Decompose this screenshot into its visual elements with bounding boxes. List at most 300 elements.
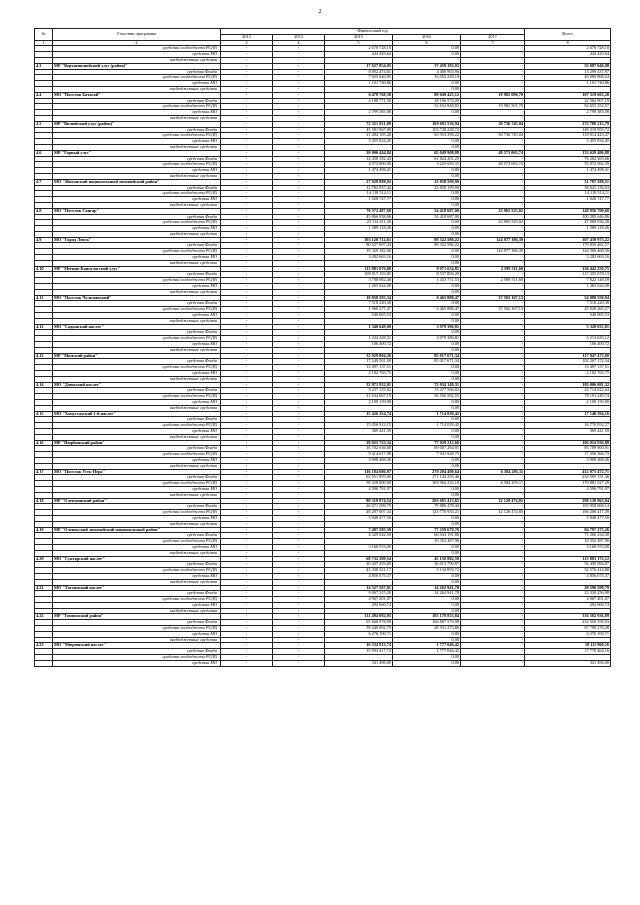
funding-source-label: средства МО	[53, 313, 221, 319]
amount-cell: 19 982 501,70	[461, 104, 525, 110]
column-number: 3	[221, 40, 273, 46]
amount-cell: -	[221, 550, 273, 556]
amount-cell: 9 414 617,98	[325, 452, 393, 458]
amount-cell: -	[221, 208, 273, 214]
amount-cell: -	[221, 626, 273, 632]
amount-cell: -	[221, 313, 273, 319]
amount-cell: -	[221, 556, 273, 562]
amount-cell: -	[273, 417, 325, 423]
amount-cell: -	[273, 481, 325, 487]
amount-cell: -	[461, 562, 525, 568]
participant-name: МР "Верхневилюйский улус (район)"	[53, 63, 221, 69]
amount-cell: -	[461, 626, 525, 632]
amount-cell: -	[221, 69, 273, 75]
amount-cell: -	[461, 243, 525, 249]
total-cell: 412 073 472,71	[525, 469, 611, 475]
funding-source-label: средства МО	[53, 52, 221, 58]
amount-cell: 23 858 199,99	[393, 185, 461, 191]
amount-cell: -	[461, 272, 525, 278]
amount-cell: -	[461, 544, 525, 550]
amount-cell: -	[273, 92, 325, 98]
amount-cell: -	[273, 486, 325, 492]
amount-cell: 6 465 888,47	[393, 307, 461, 313]
amount-cell: 2 100 139,00	[325, 400, 393, 406]
amount-cell: 15 993 417,74	[325, 649, 393, 655]
amount-cell: -	[221, 649, 273, 655]
amount-cell: 48 297 007,34	[325, 510, 393, 516]
amount-cell: 26 071 589,70	[325, 504, 393, 510]
total-cell: 3 908 468,36	[525, 457, 611, 463]
amount-cell: -	[221, 371, 273, 377]
funding-source-label: средства МО	[53, 255, 221, 261]
amount-cell: -	[461, 550, 525, 556]
amount-cell: -	[461, 191, 525, 197]
amount-cell: -	[461, 597, 525, 603]
amount-cell: -	[273, 255, 325, 261]
total-cell: 78 191 249,74	[525, 394, 611, 400]
total-cell: 4 596 791,97	[525, 486, 611, 492]
amount-cell: 116 184 686,97	[325, 469, 393, 475]
funding-source-label: средства МО	[53, 226, 221, 232]
total-cell: 102 267 172,34	[525, 359, 611, 365]
amount-cell: -	[461, 643, 525, 649]
amount-cell: -	[461, 434, 525, 440]
amount-cell: -	[273, 394, 325, 400]
funding-source-label: средства госбюджета РС(Я)	[53, 191, 221, 197]
total-cell: 1 101 740,86	[525, 81, 611, 87]
row-number: 4.7	[35, 179, 53, 185]
amount-cell: 58 328 000,00	[325, 481, 393, 487]
amount-cell: -	[273, 457, 325, 463]
amount-cell: -	[221, 452, 273, 458]
total-cell: 1 474 498,41	[525, 168, 611, 174]
participant-name: МР "Оленекский эвенкийский национальный район"	[53, 527, 221, 533]
amount-cell: -	[221, 388, 273, 394]
amount-cell: 19 329 182,00	[325, 249, 393, 255]
amount-cell: -	[273, 440, 325, 446]
amount-cell: 0,00	[393, 550, 461, 556]
amount-cell: 0,00	[393, 376, 461, 382]
amount-cell: -	[221, 121, 273, 127]
amount-cell: -	[461, 486, 525, 492]
amount-cell: -	[221, 92, 273, 98]
amount-cell: -	[221, 278, 273, 284]
funding-source-label: средства госбюджета РС(Я)	[53, 336, 221, 342]
amount-cell: -	[221, 434, 273, 440]
funding-source-label: средства госбюджета РС(Я)	[53, 423, 221, 429]
amount-cell: 0,00	[393, 602, 461, 608]
funding-source-label: средства госбюджета РС(Я)	[53, 452, 221, 458]
amount-cell: -	[273, 452, 325, 458]
amount-cell: 0,00	[393, 544, 461, 550]
funding-source-label: средства Фонда	[53, 301, 221, 307]
amount-cell: -	[461, 330, 525, 336]
amount-cell: 29 025 723,34	[325, 440, 393, 446]
amount-cell: -	[461, 75, 525, 81]
column-number: 2	[53, 40, 221, 46]
amount-cell: -	[221, 173, 273, 179]
amount-cell: 89 322 586,22	[393, 243, 461, 249]
total-cell: 14 118 514,11	[525, 191, 611, 197]
funding-source-label: внебюджетные средства	[53, 405, 221, 411]
amount-cell: -	[273, 585, 325, 591]
total-cell: 117 355 078,13	[525, 272, 611, 278]
amount-cell: 20 437 293,00	[325, 562, 393, 568]
amount-cell: -	[221, 521, 273, 527]
funding-source-label: средства Фонда	[53, 388, 221, 394]
funding-source-label: внебюджетные средства	[53, 521, 221, 527]
amount-cell: 2 589 511,60	[461, 278, 525, 284]
funding-source-label: средства Фонда	[53, 504, 221, 510]
total-cell: 17 140 394,16	[525, 411, 611, 417]
funding-source-label: внебюджетные средства	[53, 202, 221, 208]
funding-source-label: средства Фонда	[53, 185, 221, 191]
participant-name: МО "Доюкский наслег"	[53, 382, 221, 388]
amount-cell: -	[273, 133, 325, 139]
funding-source-label: внебюджетные средства	[53, 347, 221, 353]
total-cell: 106 054 936,89	[525, 440, 611, 446]
amount-cell: -	[221, 179, 273, 185]
amount-cell: -	[461, 631, 525, 637]
amount-cell: -	[273, 191, 325, 197]
amount-cell: -	[221, 168, 273, 174]
funding-source-label: внебюджетные средства	[53, 579, 221, 585]
amount-cell: -	[221, 475, 273, 481]
amount-cell: -	[221, 457, 273, 463]
total-cell: 126 442 250,75	[525, 266, 611, 272]
amount-cell: -	[273, 475, 325, 481]
amount-cell: 3 798 082,46	[325, 278, 393, 284]
amount-cell: 45 866 958,86	[325, 214, 393, 220]
total-cell: 3 160 553,00	[525, 544, 611, 550]
amount-cell: -	[461, 463, 525, 469]
amount-cell: -	[221, 655, 273, 661]
amount-cell: -	[221, 260, 273, 266]
amount-cell: 23 114 411,26	[325, 220, 393, 226]
funding-source-label: внебюджетные средства	[53, 173, 221, 179]
funding-source-label: средства МО	[53, 81, 221, 87]
total-cell: 13 497 137,51	[525, 365, 611, 371]
amount-cell: -	[273, 428, 325, 434]
amount-cell: 28 531 273,86	[393, 626, 461, 632]
total-cell: 84 797 275,26	[525, 527, 611, 533]
amount-cell: 0,00	[393, 655, 461, 661]
amount-cell: -	[461, 504, 525, 510]
total-cell: 3 282 663,16	[525, 255, 611, 261]
participant-name: МО "Хомустахский 1-й наслег"	[53, 411, 221, 417]
funding-source-label: внебюджетные средства	[53, 231, 221, 237]
amount-cell: -	[273, 382, 325, 388]
total-cell: 186 200 417,39	[525, 510, 611, 516]
amount-cell: -	[221, 139, 273, 145]
amount-cell: -	[273, 202, 325, 208]
amount-cell: 2 182 765,75	[325, 371, 393, 377]
amount-cell: 0,00	[393, 631, 461, 637]
amount-cell: 1 340 649,00	[325, 324, 393, 330]
funding-source-label: средства Фонда	[53, 475, 221, 481]
amount-cell: -	[273, 214, 325, 220]
participant-name: МР "Момский район"	[53, 353, 221, 359]
amount-cell: 36 013 790,87	[393, 562, 461, 568]
amount-cell: -	[273, 237, 325, 243]
amount-cell: -	[273, 289, 325, 295]
amount-cell: -	[221, 237, 273, 243]
total-cell: 6 276 100,71	[525, 631, 611, 637]
amount-cell: -	[221, 417, 273, 423]
amount-cell: -	[273, 510, 325, 516]
amount-cell: 1 777 046,42	[393, 649, 461, 655]
amount-cell: 7 941 948,75	[393, 452, 461, 458]
amount-cell: -	[221, 539, 273, 545]
amount-cell: -	[273, 614, 325, 620]
funding-source-label: средства МО	[53, 544, 221, 550]
amount-cell: 0,00	[393, 301, 461, 307]
participant-name: МО "Поселок Сангар"	[53, 208, 221, 214]
amount-cell: -	[273, 307, 325, 313]
amount-cell: -	[273, 643, 325, 649]
amount-cell: -	[273, 405, 325, 411]
amount-cell: -	[221, 498, 273, 504]
participant-name: МО "Таттинский наслег"	[53, 585, 221, 591]
amount-cell: -	[273, 81, 325, 87]
amount-cell: 72 321 931,09	[325, 121, 393, 127]
total-cell: 540 065,53	[525, 313, 611, 319]
amount-cell: -	[461, 139, 525, 145]
amount-cell: 0,00	[393, 579, 461, 585]
amount-cell: -	[221, 289, 273, 295]
amount-cell: -	[273, 127, 325, 133]
header-no: №	[35, 29, 53, 41]
row-number: 4.21	[35, 585, 53, 591]
total-cell: 117 947 475,60	[525, 353, 611, 359]
amount-cell: -	[461, 289, 525, 295]
amount-cell: 56 556 582,55	[393, 394, 461, 400]
amount-cell: -	[221, 608, 273, 614]
participant-name: МО "Сунтарский наслег"	[53, 556, 221, 562]
amount-cell: 125 770 935,21	[393, 510, 461, 516]
row-number: 4.6	[35, 150, 53, 156]
amount-cell: 1 474 498,41	[325, 168, 393, 174]
participant-name: МО "Город Ленск"	[53, 237, 221, 243]
amount-cell: 0,00	[393, 191, 461, 197]
amount-cell: -	[221, 98, 273, 104]
amount-cell: -	[273, 243, 325, 249]
total-cell: 18 111 960,16	[525, 643, 611, 649]
amount-cell: -	[461, 637, 525, 643]
amount-cell: -	[221, 573, 273, 579]
row-number: 4.10	[35, 266, 53, 272]
amount-cell: -	[221, 336, 273, 342]
amount-cell: 0,00	[393, 660, 461, 666]
total-cell: 234 595 151,46	[525, 475, 611, 481]
amount-cell: 89 322 586,22	[393, 237, 461, 243]
amount-cell: -	[221, 510, 273, 516]
amount-cell: -	[273, 336, 325, 342]
amount-cell: -	[273, 568, 325, 574]
amount-cell: -	[273, 469, 325, 475]
amount-cell: -	[273, 179, 325, 185]
amount-cell: -	[221, 144, 273, 150]
amount-cell: 0,00	[393, 249, 461, 255]
amount-cell: 14 327 567,01	[325, 585, 393, 591]
amount-cell: -	[221, 63, 273, 69]
amount-cell: -	[273, 104, 325, 110]
amount-cell: -	[461, 179, 525, 185]
amount-cell: 0,00	[393, 521, 461, 527]
total-cell: 7 822 148,59	[525, 278, 611, 284]
amount-cell: -	[461, 475, 525, 481]
funding-source-label: средства Фонда	[53, 533, 221, 539]
funding-source-label: средства МО	[53, 284, 221, 290]
amount-cell: -	[273, 371, 325, 377]
amount-cell: -	[273, 301, 325, 307]
participant-name: МР "Нюрбинский район"	[53, 440, 221, 446]
total-cell: 106 400,72	[525, 342, 611, 348]
amount-cell: 6 276 100,71	[325, 631, 393, 637]
amount-cell: -	[273, 220, 325, 226]
amount-cell: 85 017 671,34	[393, 359, 461, 365]
total-cell: 298 130 963,04	[525, 498, 611, 504]
amount-cell: -	[461, 428, 525, 434]
amount-cell: -	[461, 359, 525, 365]
amount-cell: 1 714 039,42	[393, 411, 461, 417]
amount-cell: -	[461, 527, 525, 533]
amount-cell: -	[221, 660, 273, 666]
amount-cell: 0,00	[393, 597, 461, 603]
amount-cell: -	[221, 52, 273, 58]
amount-cell: 0,00	[393, 81, 461, 87]
amount-cell: 4 856 675,37	[325, 573, 393, 579]
amount-cell: -	[461, 440, 525, 446]
funding-source-label: средства госбюджета РС(Я)	[53, 394, 221, 400]
total-cell: 17 356 566,73	[525, 452, 611, 458]
amount-cell: -	[221, 342, 273, 348]
amount-cell: -	[273, 110, 325, 116]
amount-cell: -	[461, 539, 525, 545]
funding-source-label: средства госбюджета РС(Я)	[53, 307, 221, 313]
amount-cell: 0,00	[393, 330, 461, 336]
amount-cell: -	[221, 544, 273, 550]
amount-cell: -	[221, 504, 273, 510]
amount-cell: 0,00	[393, 168, 461, 174]
total-cell: 36 641 136,63	[525, 185, 611, 191]
amount-cell: 6 584 295,11	[461, 481, 525, 487]
total-cell: 4 856 675,37	[525, 573, 611, 579]
amount-cell: 0,00	[393, 220, 461, 226]
amount-cell: 21 284 105,26	[325, 133, 393, 139]
amount-cell: -	[273, 579, 325, 585]
amount-cell: -	[461, 660, 525, 666]
amount-cell: -	[221, 347, 273, 353]
amount-cell: 0,00	[393, 260, 461, 266]
amount-cell: -	[461, 313, 525, 319]
amount-cell: 14 262 941,78	[393, 591, 461, 597]
total-cell: 1 265 024,08	[525, 284, 611, 290]
amount-cell: 4 188 771,50	[325, 98, 393, 104]
total-cell: 113 883 172,12	[525, 556, 611, 562]
amount-cell: 0,00	[393, 365, 461, 371]
amount-cell: 12 128 474,85	[461, 498, 525, 504]
amount-cell: -	[461, 585, 525, 591]
funding-source-label: средства госбюджета РС(Я)	[53, 365, 221, 371]
amount-cell: -	[273, 52, 325, 58]
funding-source-label: средства Фонда	[53, 591, 221, 597]
amount-cell: 341 496,00	[325, 660, 393, 666]
total-cell: 1 028 747,77	[525, 197, 611, 203]
amount-cell: 15 477 566,82	[393, 388, 461, 394]
amount-cell: 0,00	[393, 139, 461, 145]
amount-cell: -	[273, 46, 325, 52]
row-number: 4.15	[35, 411, 53, 417]
amount-cell: -	[221, 104, 273, 110]
funding-source-label: внебюджетные средства	[53, 492, 221, 498]
participant-name: МР "Вилюйский улус (район)"	[53, 121, 221, 127]
amount-cell: -	[461, 614, 525, 620]
amount-cell: -	[273, 197, 325, 203]
amount-cell: -	[221, 591, 273, 597]
amount-cell: -	[273, 266, 325, 272]
funding-source-label: внебюджетные средства	[53, 637, 221, 643]
total-cell: 444 429,64	[525, 52, 611, 58]
funding-source-label: средства МО	[53, 400, 221, 406]
amount-cell: 0,00	[393, 347, 461, 353]
funding-source-label: средства госбюджета РС(Я)	[53, 597, 221, 603]
amount-cell: -	[461, 620, 525, 626]
amount-cell: -	[273, 550, 325, 556]
amount-cell: 0,00	[393, 405, 461, 411]
amount-cell: 0,00	[393, 318, 461, 324]
funding-source-label: средства госбюджета РС(Я)	[53, 481, 221, 487]
amount-cell: 7 518 220,38	[325, 301, 393, 307]
amount-cell: -	[273, 655, 325, 661]
row-number: 4.14	[35, 382, 53, 388]
amount-cell: -	[221, 411, 273, 417]
amount-cell: 0,00	[393, 428, 461, 434]
amount-cell: 16 334 913,74	[325, 643, 393, 649]
funding-source-label: внебюджетные средства	[53, 57, 221, 63]
amount-cell: -	[273, 591, 325, 597]
total-cell: 272 780 213,79	[525, 121, 611, 127]
total-cell: 28 590 508,79	[525, 585, 611, 591]
total-cell: 67 790 276,28	[525, 626, 611, 632]
amount-cell: -	[221, 353, 273, 359]
amount-cell: -	[221, 597, 273, 603]
total-cell: 4 967 201,07	[525, 597, 611, 603]
amount-cell: 16 702 636,00	[325, 446, 393, 452]
amount-cell: -	[461, 591, 525, 597]
amount-cell: -	[221, 428, 273, 434]
participant-name: МО "Садынский наслег"	[53, 324, 221, 330]
page-number: 2	[318, 9, 322, 15]
amount-cell: -	[221, 469, 273, 475]
amount-cell: 80 319 074,54	[325, 498, 393, 504]
amount-cell: -	[461, 556, 525, 562]
amount-cell: -	[461, 86, 525, 92]
amount-cell: -	[273, 527, 325, 533]
amount-cell: 3 160 553,00	[325, 544, 393, 550]
amount-cell: 0,00	[393, 417, 461, 423]
amount-cell: 30 736 745,04	[461, 133, 525, 139]
participant-name: МО "Мюрюнский наслег"	[53, 643, 221, 649]
amount-cell: 3 979 386,81	[393, 336, 461, 342]
funding-source-label: средства МО	[53, 428, 221, 434]
amount-cell: -	[273, 597, 325, 603]
amount-cell: -	[461, 568, 525, 574]
amount-cell: -	[273, 249, 325, 255]
row-number: 4.20	[35, 556, 53, 562]
participant-name: МР "Томпонский район"	[53, 614, 221, 620]
amount-cell: 0,00	[393, 573, 461, 579]
